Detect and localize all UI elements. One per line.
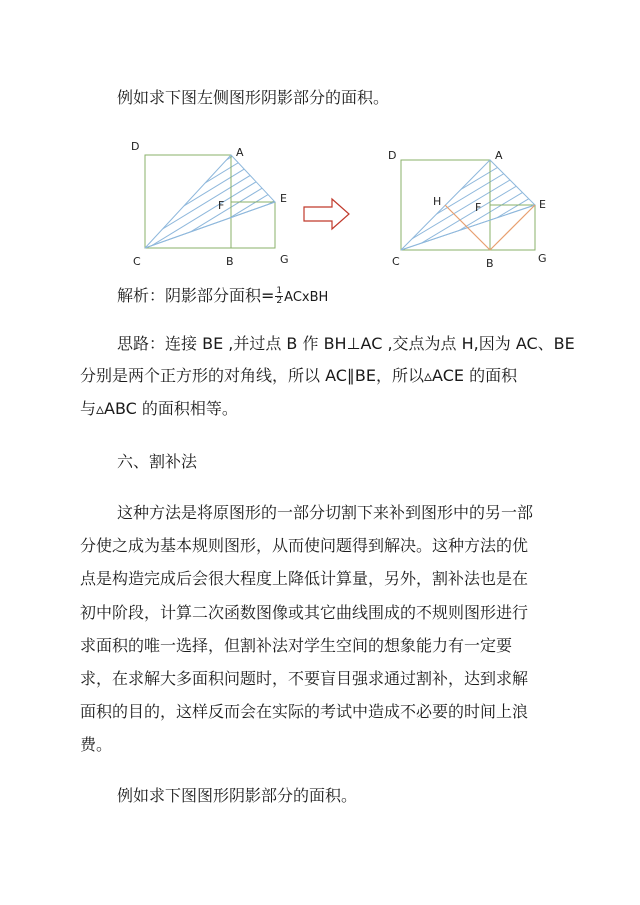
fraction-half: $\frac{1}{2}$ <box>276 286 283 306</box>
svg-text:H: H <box>433 195 442 208</box>
svg-text:A: A <box>495 149 503 162</box>
svg-text:E: E <box>539 198 546 211</box>
idea-line-1: 思路：连接 BE ,并过点 B 作 BH⊥AC ,交点为点 H,因为 AC、BE <box>117 334 575 353</box>
svg-text:D: D <box>388 149 397 162</box>
idea-line-2: 分别是两个正方形的对角线，所以 AC∥BE，所以▵ACE 的面积 <box>80 366 518 385</box>
intro-text-2: 例如求下图图形阴影部分的面积。 <box>117 786 358 805</box>
method-line-1: 这种方法是将原图形的一部分切割下来补到图形中的另一部 <box>117 503 534 522</box>
idea-line-3: 与▵ABC 的面积相等。 <box>80 399 238 418</box>
right-arrow-icon <box>302 197 352 231</box>
svg-text:G: G <box>280 253 289 266</box>
method-line-7: 面积的目的，这样反而会在实际的考试中造成不必要的时间上浪 <box>80 702 529 721</box>
svg-text:F: F <box>475 201 482 214</box>
method-line-8: 费。 <box>80 735 113 754</box>
section-title: 六、割补法 <box>117 452 198 471</box>
svg-text:C: C <box>392 255 400 268</box>
svg-text:F: F <box>218 199 225 212</box>
solution-line <box>117 286 328 308</box>
line-BH <box>445 205 490 250</box>
method-line-5: 求面积的唯一选择，但割补法对学生空间的想象能力有一定要 <box>80 636 513 655</box>
method-line-3: 点是构造完成后会很大程度上降低计算量，另外，割补法也是在 <box>80 569 529 588</box>
figure-right <box>385 145 560 270</box>
svg-text:C: C <box>133 255 141 268</box>
solution-suffix: ACxBH <box>284 290 329 305</box>
square-small <box>231 202 275 248</box>
solution-prefix: 解析：阴影部分面积= <box>117 286 275 305</box>
svg-text:G: G <box>538 252 547 265</box>
svg-text:D: D <box>131 140 140 153</box>
method-line-4: 初中阶段，计算二次函数图像或其它曲线围成的不规则图形进行 <box>80 603 529 622</box>
svg-text:E: E <box>280 192 287 205</box>
line-BE <box>490 205 535 250</box>
svg-text:B: B <box>486 257 494 270</box>
svg-text:A: A <box>236 146 244 159</box>
method-line-2: 分使之成为基本规则图形，从而使问题得到解决。这种方法的优 <box>80 536 529 555</box>
svg-text:B: B <box>226 255 234 268</box>
intro-text-1: 例如求下图左侧图形阴影部分的面积。 <box>117 88 390 107</box>
figure-left <box>120 135 300 270</box>
method-line-6: 求，在求解大多面积问题时，不要盲目强求通过割补，达到求解 <box>80 669 529 688</box>
